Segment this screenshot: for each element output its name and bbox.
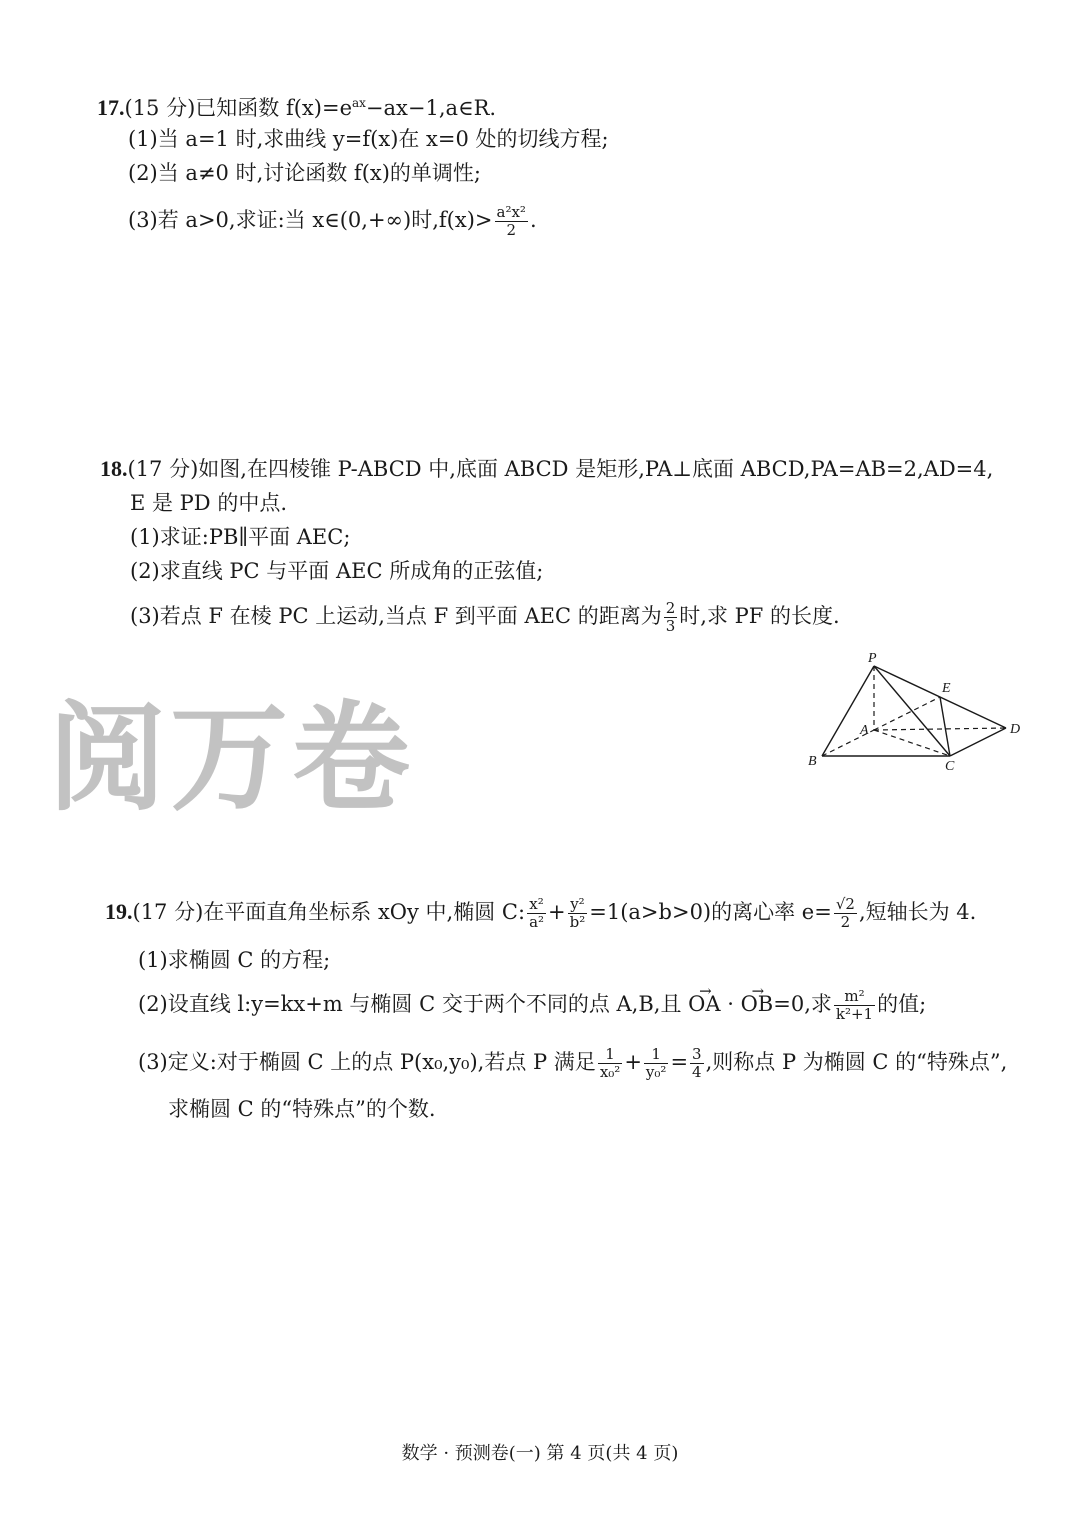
q19-number: 19. (105, 899, 133, 924)
q19-eccentricity-fraction (834, 896, 857, 931)
q19-part2-tail: 的值; (877, 992, 927, 1016)
q17-part3 (128, 204, 537, 239)
label-A: A (860, 723, 869, 738)
fraction-numerator: 3 (692, 1045, 702, 1063)
page-footer: 数学 · 预测卷(一) 第 4 页(共 4 页) (401, 1443, 679, 1464)
q18-line2: E 是 PD 的中点. (130, 491, 287, 515)
q17-part3-lead: (3)若 a>0,求证:当 x∈(0,+∞)时,f(x)> (128, 208, 493, 232)
q17-part3-tail: . (529, 208, 537, 232)
q18-part3-fraction (664, 600, 678, 635)
q19-part3-line2: 求椭圆 C 的“特殊点”的个数. (168, 1097, 436, 1121)
q17-number: 17. (97, 95, 125, 120)
q19-part3-fraction-1 (598, 1046, 623, 1081)
fraction-denominator: 3 (665, 617, 676, 635)
watermark: 阅万卷 (48, 689, 415, 827)
q19-part2-mid: =0,求 (773, 992, 832, 1016)
q19-part2-fraction (834, 988, 875, 1023)
q17-tail: −ax−1,a∈R. (365, 96, 497, 120)
q18-stem (100, 454, 993, 484)
q19-part3-tail: ,则称点 P 为椭圆 C 的“特殊点”, (705, 1050, 1008, 1074)
q17-part3-fraction (495, 204, 528, 239)
q19-part3-fraction-3 (690, 1046, 704, 1081)
q17-exponent: ax (352, 96, 366, 110)
vector-OA: → OA (688, 989, 720, 1019)
q19-stem (105, 896, 976, 931)
q19-plus: + (548, 900, 566, 924)
edge-CD (950, 728, 1006, 756)
q19-part1: (1)求椭圆 C 的方程; (138, 948, 331, 972)
fraction-denominator: x₀² (599, 1063, 621, 1081)
q19-eq-tail: =1(a>b>0)的离心率 e= (589, 900, 832, 924)
q17-func: f(x)=e (285, 96, 352, 120)
fraction-denominator: y₀² (645, 1063, 667, 1081)
q19-part2-lead: (2)设直线 l:y=kx+m 与椭圆 C 交于两个不同的点 A,B,且 (138, 992, 689, 1016)
q18-part3-tail: 时,求 PF 的长度. (679, 604, 840, 628)
fraction-denominator: 2 (506, 221, 516, 239)
fraction-denominator: 2 (840, 913, 851, 931)
label-B: B (808, 754, 817, 769)
q19-part2 (138, 988, 926, 1023)
fraction-denominator: k²+1 (835, 1005, 874, 1023)
fraction-numerator: m² (834, 988, 875, 1006)
q19-fraction-y (568, 896, 588, 931)
q19-part3-eq: = (670, 1050, 689, 1074)
label-E: E (942, 681, 951, 696)
q19-lead: (17 分)在平面直角坐标系 xOy 中,椭圆 C: (132, 900, 526, 924)
q17-part1: (1)当 a=1 时,求曲线 y=f(x)在 x=0 处的切线方程; (128, 127, 609, 151)
fraction-numerator: √2 (835, 895, 855, 913)
q18-number: 18. (100, 456, 128, 481)
label-P: P (868, 651, 877, 666)
q19-part3-fraction-2 (644, 1046, 669, 1081)
segment-AE (874, 697, 940, 730)
q18-part1: (1)求证:PB∥平面 AEC; (130, 525, 351, 549)
fraction-denominator: b² (569, 913, 586, 931)
label-C: C (945, 759, 955, 774)
q19-part3-plus: + (624, 1050, 642, 1074)
fraction-numerator: 1 (598, 1046, 623, 1064)
q17-lead: (15 分)已知函数 (124, 96, 286, 120)
q18-part2: (2)求直线 PC 与平面 AEC 所成角的正弦值; (130, 559, 544, 583)
q17-part2: (2)当 a≠0 时,讨论函数 f(x)的单调性; (128, 161, 482, 185)
fraction-numerator: x² (527, 896, 546, 914)
segment-EC (940, 697, 950, 756)
dot-operator: · (720, 992, 741, 1016)
label-D: D (1010, 722, 1021, 737)
fraction-numerator: a²x² (496, 203, 526, 221)
q19-fraction-x (527, 896, 546, 931)
fraction-denominator: a² (529, 913, 545, 931)
pyramid-diagram (800, 648, 1040, 778)
fraction-numerator: y² (568, 896, 588, 914)
q18-line1: (17 分)如图,在四棱锥 P-ABCD 中,底面 ABCD 是矩形,PA⊥底面 ABCD,PA=AB=2,AD=4, (127, 457, 994, 481)
q19-part3-lead: (3)定义:对于椭圆 C 上的点 P(x₀,y₀),若点 P 满足 (138, 1050, 596, 1074)
q19-part3 (138, 1046, 1007, 1081)
fraction-denominator: 4 (692, 1063, 702, 1081)
edge-AD (874, 728, 1006, 730)
q18-part3 (130, 600, 840, 635)
fraction-numerator: 1 (644, 1046, 669, 1064)
fraction-numerator: 2 (665, 599, 676, 617)
q17-stem (97, 88, 496, 123)
vector-OB: → OB (741, 989, 774, 1019)
q18-part3-lead: (3)若点 F 在棱 PC 上运动,当点 F 到平面 AEC 的距离为 (130, 604, 662, 628)
q19-tail: ,短轴长为 4. (858, 900, 977, 924)
